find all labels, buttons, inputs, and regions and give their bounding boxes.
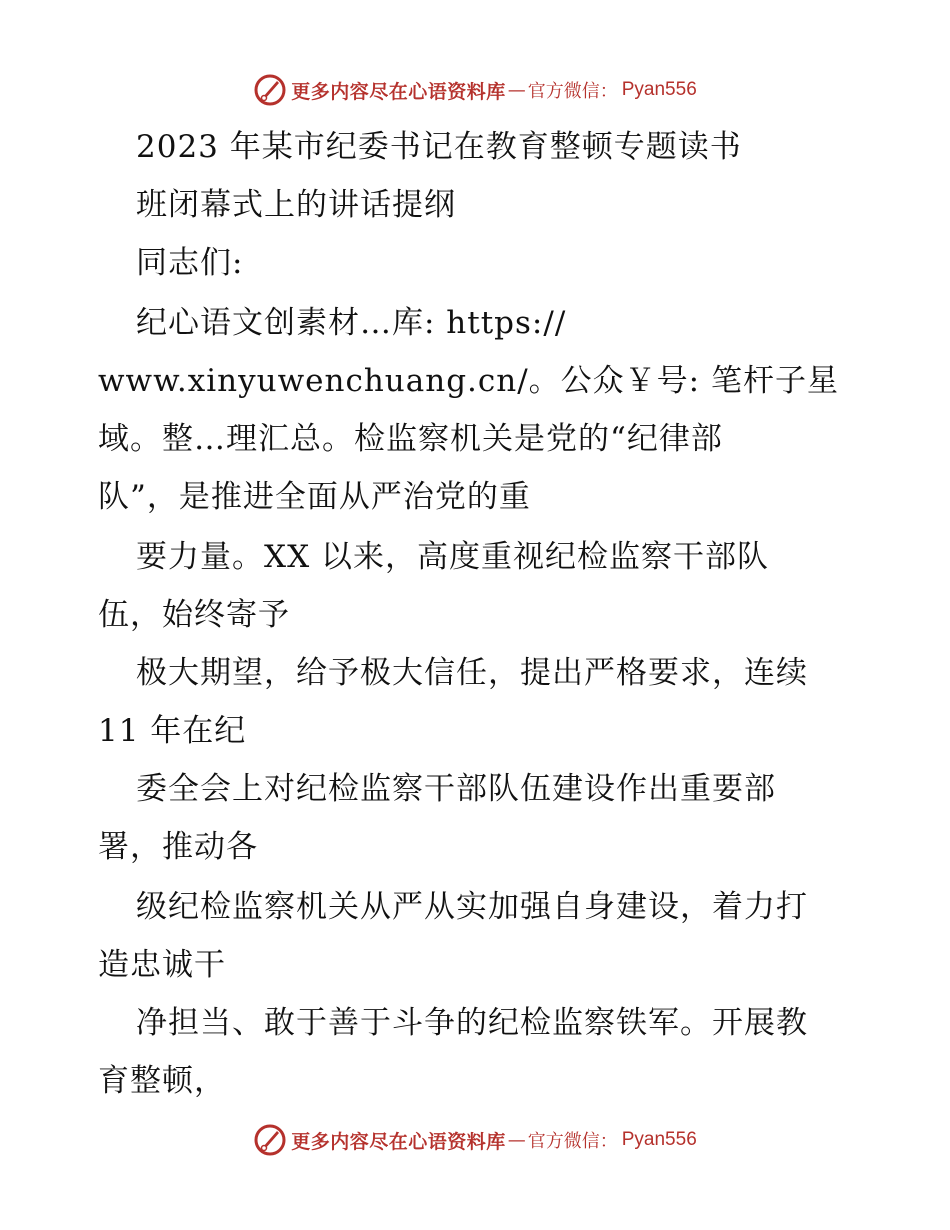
text-line: 11 年在纪 xyxy=(98,713,247,749)
text-line: 队”，是推进全面从严治党的重 xyxy=(98,479,531,515)
banner-wechat-id: Pyan556 xyxy=(621,1129,697,1150)
text-line: 造忠诚干 xyxy=(98,947,226,983)
text-line: 极大期望，给予极大信任，提出严格要求，连续 xyxy=(136,655,808,691)
document-title-line-2: 班闭幕式上的讲话提纲 xyxy=(136,187,456,223)
document-title-line-1: 2023 年某市纪委书记在教育整顿专题读书 xyxy=(136,129,742,165)
banner-main-text: 更多内容尽在心语资料库 xyxy=(291,1130,506,1153)
salutation: 同志们: xyxy=(136,245,244,281)
text-line: 育整顿， xyxy=(98,1063,226,1099)
text-line: 要力量。XX 以来，高度重视纪检监察干部队 xyxy=(136,539,769,575)
banner-separator: — xyxy=(507,1129,526,1151)
quill-seal-icon xyxy=(253,73,287,107)
banner-separator: — xyxy=(507,79,526,101)
text-line: 纪心语文创素材…库: https:// xyxy=(136,305,567,341)
banner-wechat-id: Pyan556 xyxy=(621,79,697,100)
banner-label: 官方微信： xyxy=(527,1131,618,1152)
text-line: 净担当、敢于善于斗争的纪检监察铁军。开展教 xyxy=(136,1005,808,1041)
header-banner xyxy=(0,70,950,110)
text-line: 署，推动各 xyxy=(98,829,258,865)
text-line: 级纪检监察机关从严从实加强自身建设，着力打 xyxy=(136,889,808,925)
text-line: www.xinyuwenchuang.cn/。公众￥号: 笔杆子星 xyxy=(98,363,839,399)
quill-seal-icon xyxy=(253,1123,287,1157)
text-line: 域。整…理汇总。检监察机关是党的“纪律部 xyxy=(98,421,723,457)
text-line: 伍，始终寄予 xyxy=(98,597,290,633)
banner-label: 官方微信： xyxy=(527,81,618,102)
banner-main-text: 更多内容尽在心语资料库 xyxy=(291,80,506,103)
text-line: 委全会上对纪检监察干部队伍建设作出重要部 xyxy=(136,771,776,807)
footer-banner xyxy=(0,1120,950,1160)
